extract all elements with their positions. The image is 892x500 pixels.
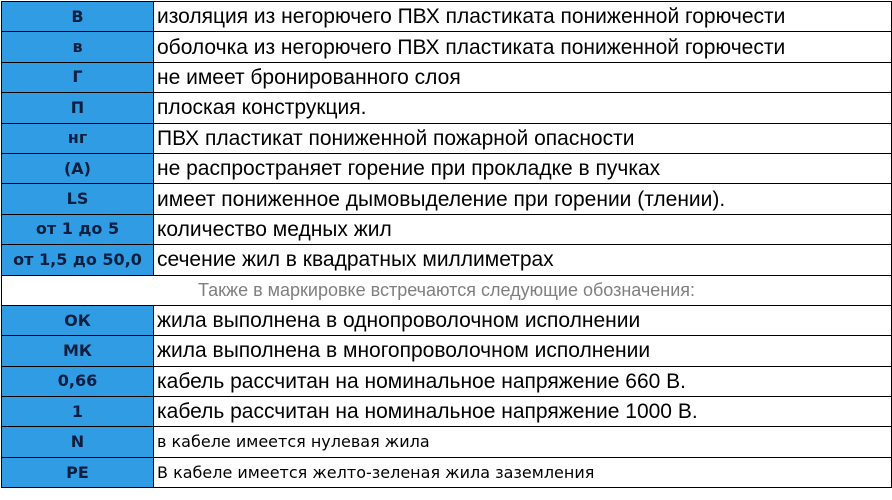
table-row [2, 123, 892, 153]
table-row [2, 305, 892, 335]
marking-code: от 1 до 5 [2, 214, 154, 244]
marking-description: имеет пониженное дымовыделение при горении (тлении). [154, 184, 892, 214]
table-row [2, 153, 892, 183]
additional-notations-note: Также в маркировке встречаются следующие обозначения: [2, 275, 892, 305]
table-row [2, 366, 892, 396]
table-row [2, 245, 892, 275]
marking-description: кабель рассчитан на номинальное напряжение 1000 В. [154, 397, 892, 427]
table-row [2, 184, 892, 214]
marking-description: оболочка из негорючего ПВХ пластиката пониженной горючести [154, 32, 892, 62]
marking-code: PE [2, 457, 154, 487]
marking-description: не распространяет горение при прокладке в пучках [154, 153, 892, 183]
marking-description: В кабеле имеется желто-зеленая жила заземления [154, 457, 892, 487]
marking-description: плоская конструкция. [154, 93, 892, 123]
marking-code: 0,66 [2, 366, 154, 396]
marking-code: 1 [2, 397, 154, 427]
marking-description: жила выполнена в многопроволочном исполнении [154, 336, 892, 366]
table-row [2, 457, 892, 487]
note-row [2, 275, 892, 305]
marking-code: ОК [2, 305, 154, 335]
marking-code: от 1,5 до 50,0 [2, 245, 154, 275]
table-row [2, 397, 892, 427]
marking-description: ПВХ пластикат пониженной пожарной опасности [154, 123, 892, 153]
table-row [2, 32, 892, 62]
marking-code: N [2, 427, 154, 457]
marking-description: жила выполнена в однопроволочном исполнении [154, 305, 892, 335]
marking-code: Г [2, 62, 154, 92]
table-row [2, 93, 892, 123]
marking-code: МК [2, 336, 154, 366]
table-row [2, 2, 892, 32]
marking-code: (А) [2, 153, 154, 183]
marking-description: кабель рассчитан на номинальное напряжение 660 В. [154, 366, 892, 396]
marking-code: в [2, 32, 154, 62]
table-row [2, 214, 892, 244]
marking-description: в кабеле имеется нулевая жила [154, 427, 892, 457]
marking-code: П [2, 93, 154, 123]
marking-description: не имеет бронированного слоя [154, 62, 892, 92]
table-row [2, 62, 892, 92]
marking-code: LS [2, 184, 154, 214]
marking-code: В [2, 2, 154, 32]
marking-description: количество медных жил [154, 214, 892, 244]
table-row [2, 336, 892, 366]
marking-description: изоляция из негорючего ПВХ пластиката пониженной горючести [154, 2, 892, 32]
table-row [2, 427, 892, 457]
marking-description: сечение жил в квадратных миллиметрах [154, 245, 892, 275]
marking-code: нг [2, 123, 154, 153]
cable-marking-table [1, 1, 892, 488]
